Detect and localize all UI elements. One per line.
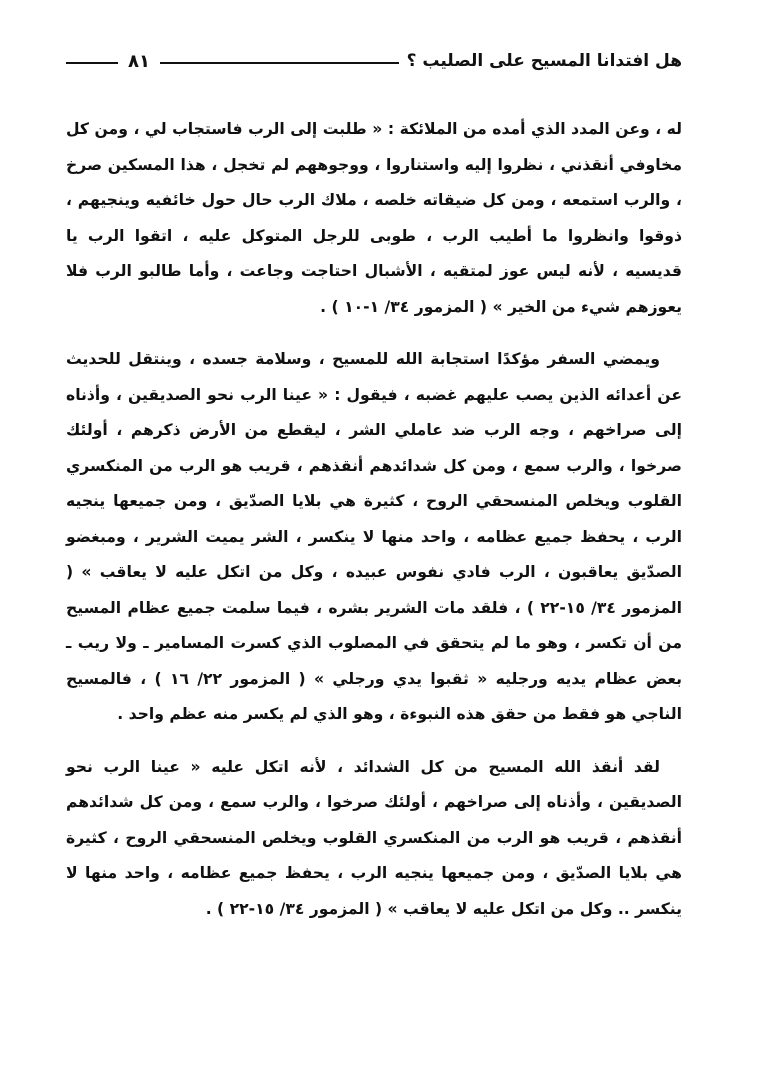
paragraph-2: ويمضي السفر مؤكدًا استجابة الله للمسيح ، وسلامة جسده ، وينتقل للحديث عن أعدائه الذين يصب عليهم غضبه ، فيقول : « عينا الرب نحو الصديقين ، وأذناه إلى صراخهم ، وجه الرب ضد عاملي الشر ، ليقطع من الأرض ذكرهم ، أولئك صرخوا ، والرب سمع ، ومن كل شدائدهم أنقذهم ، قريب هو الرب من المنكسري القلوب ويخلص المنسحقي الروح ، كثيرة هي بلايا الصدّيق ، ومن جميعها ينجيه الرب ، يحفظ جميع عظامه ، واحد منها لا ينكسر ، الشر يميت الشرير ، ومبغضو الصدّيق يعاقبون ، الرب فادي نفوس عبيده ، وكل من اتكل عليه لا يعاقب » ( المزمور ٣٤/ ١٥-٢٢ ) ، فلقد مات الشرير بشره ، فيما سلمت جميع عظام المسيح من أن تكسر ، وهو ما لم يتحقق في المصلوب الذي كسرت المسامير ـ ولا ريب ـ بعض عظام يديه ورجليه « ثقبوا يدي ورجلي » ( المزمور ٢٢/ ١٦ ) ، فالمسيح الناجي هو فقط من حقق هذه النبوءة ، وهو الذي لم يكسر منه عظم واحد . [66,350,683,723]
running-title: هل افتدانا المسيح على الصليب ؟ [406,51,682,71]
running-header [66,46,682,76]
header-rule-long [160,62,399,64]
paragraph-1: له ، وعن المدد الذي أمده من الملائكة : « طلبت إلى الرب فاستجاب لي ، ومن كل مخاوفي أنقذني ، نظروا إليه واستناروا ، ووجوههم لم تخجل ، هذا المسكين صرخ ، والرب استمعه ، ومن كل ضيقاته خلصه ، ملاك الرب حال حول خائفيه وينجيهم ، ذوقوا وانظروا ما أطيب الرب ، طوبى للرجل المتوكل عليه ، اتقوا الرب يا قديسيه ، لأنه ليس عوز لمتقيه ، الأشبال احتاجت وجاعت ، وأما طالبو الرب فلا يعوزهم شيء من الخير » ( المزمور ٣٤/ ١-١٠ ) . [66,120,682,316]
paragraph-3: لقد أنقذ الله المسيح من كل الشدائد ، لأنه اتكل عليه « عينا الرب نحو الصديقين ، وأذناه إلى صراخهم ، أولئك صرخوا ، والرب سمع ، ومن كل شدائدهم أنقذهم ، قريب هو الرب من المنكسري القلوب ويخلص المنسحقي الروح ، كثيرة هي بلايا الصدّيق ، ومن جميعها ينجيه الرب ، يحفظ جميع عظامه ، واحد منها لا ينكسر .. وكل من اتكل عليه لا يعاقب » ( المزمور ٣٤/ ١٥-٢٢ ) . [66,757,682,918]
body-text [66,112,682,944]
header-rule-short [66,62,118,64]
page-number: ٨١ [128,50,150,72]
